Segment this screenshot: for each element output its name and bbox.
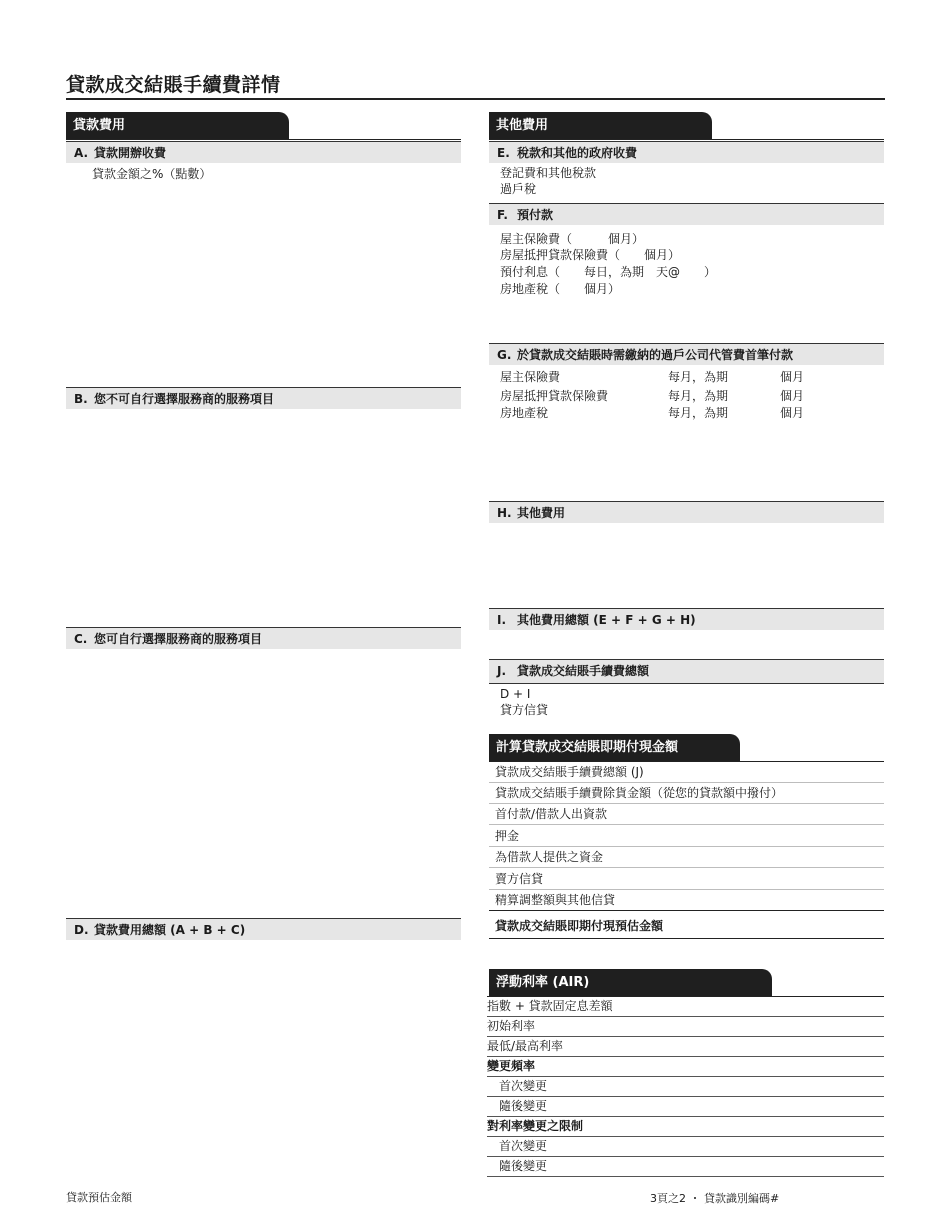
escrow-row-per: 每月，為期 [668, 370, 729, 384]
loan-costs-tab: 貸款費用 [66, 112, 289, 139]
other-costs-tab: 其他費用 [489, 112, 712, 139]
escrow-row-months: 個月 [780, 406, 805, 420]
cash-to-close-tab: 計算貸款成交結賬即期付現金額 [489, 734, 740, 761]
escrow-row-months: 個月 [780, 389, 805, 403]
cash-to-close-row: 押金 [489, 826, 884, 847]
section-j-line: 貸方信貸 [500, 703, 549, 717]
section-f-letter: F. [497, 208, 508, 222]
air-row: 最低/最高利率 [487, 1037, 884, 1057]
air-row: 隨後變更 [487, 1157, 884, 1177]
section-h-letter: H. [497, 506, 512, 520]
escrow-row-name: 屋主保險費 [500, 370, 561, 384]
cash-to-close-row: 貸款成交結賬手續費總額 (J) [489, 762, 884, 783]
section-b-title: 您不可自行選擇服務商的服務項目 [94, 392, 275, 406]
section-c-title: 您可自行選擇服務商的服務項目 [94, 632, 263, 646]
cash-to-close-row: 精算調整額與其他信貸 [489, 890, 884, 911]
cash-to-close-row: 為借款人提供之資金 [489, 847, 884, 868]
other-costs-tab-rule [489, 139, 884, 140]
section-d-header [66, 918, 461, 940]
section-f-line: 房地產稅（ 個月） [500, 282, 621, 296]
section-h-title: 其他費用 [517, 506, 566, 520]
section-f-title: 預付款 [517, 208, 554, 222]
section-e-title: 稅款和其他的政府收費 [517, 146, 638, 160]
section-a-header [66, 141, 461, 163]
section-b-letter: B. [74, 392, 88, 406]
section-b-header [66, 387, 461, 409]
cash-to-close-total: 貸款成交結賬即期付現預估金額 [489, 913, 884, 939]
section-g-header [489, 343, 884, 365]
escrow-row-per: 每月，為期 [668, 406, 729, 420]
cash-to-close-row: 首付款/借款人出資款 [489, 804, 884, 825]
section-a-letter: A. [74, 146, 89, 160]
escrow-row-months: 個月 [780, 370, 805, 384]
section-j-title: 貸款成交結賬手續費總額 [517, 664, 650, 678]
air-row: 首次變更 [487, 1077, 884, 1097]
title-divider [66, 98, 885, 100]
air-tab: 浮動利率 (AIR) [489, 969, 772, 996]
section-e-line: 過戶稅 [500, 182, 537, 196]
section-d-letter: D. [74, 923, 89, 937]
air-row: 隨後變更 [487, 1097, 884, 1117]
section-h-header [489, 501, 884, 523]
air-row: 指數 + 貸款固定息差額 [487, 997, 884, 1017]
footer-left: 貸款預估金額 [66, 1191, 132, 1204]
section-g-title: 於貸款成交結賬時需繳納的過戶公司代管費首筆付款 [517, 348, 794, 362]
section-a-line: 貸款金額之%（點數） [92, 167, 212, 181]
section-j-line: D + I [500, 687, 531, 701]
section-i-title: 其他費用總額 (E + F + G + H) [517, 613, 696, 627]
section-e-letter: E. [497, 146, 510, 160]
section-e-line: 登記費和其他稅款 [500, 166, 597, 180]
section-f-line: 屋主保險費（ 個月） [500, 232, 645, 246]
loan-costs-tab-rule [66, 139, 461, 140]
air-row: 變更頻率 [487, 1057, 884, 1077]
footer-right: 3頁之2 ・ 貸款識別編碼# [650, 1192, 780, 1205]
section-a-title: 貸款開辦收費 [94, 146, 167, 160]
section-e-header [489, 141, 884, 163]
section-g-letter: G. [497, 348, 512, 362]
escrow-row-name: 房地產稅 [500, 406, 549, 420]
escrow-row-per: 每月，為期 [668, 389, 729, 403]
section-f-line: 房屋抵押貸款保險費（ 個月） [500, 248, 681, 262]
section-i-letter: I. [497, 613, 507, 627]
cash-to-close-row: 貸款成交結賬手續費除貨金額（從您的貸款額中撥付） [489, 783, 884, 804]
escrow-row-name: 房屋抵押貸款保險費 [500, 389, 609, 403]
section-f-header [489, 203, 884, 225]
air-row: 首次變更 [487, 1137, 884, 1157]
section-j-header [489, 659, 884, 684]
section-f-line: 預付利息（ 每日，為期 天@ ） [500, 265, 717, 279]
section-j-letter: J. [497, 664, 507, 678]
section-i-header [489, 608, 884, 630]
cash-to-close-row: 賣方信貸 [489, 869, 884, 890]
air-row: 初始利率 [487, 1017, 884, 1037]
section-c-letter: C. [74, 632, 88, 646]
air-row: 對利率變更之限制 [487, 1117, 884, 1137]
section-d-title: 貸款費用總額 (A + B + C) [94, 923, 246, 937]
page-title: 貸款成交結賬手續費詳情 [66, 74, 281, 96]
section-c-header [66, 627, 461, 649]
